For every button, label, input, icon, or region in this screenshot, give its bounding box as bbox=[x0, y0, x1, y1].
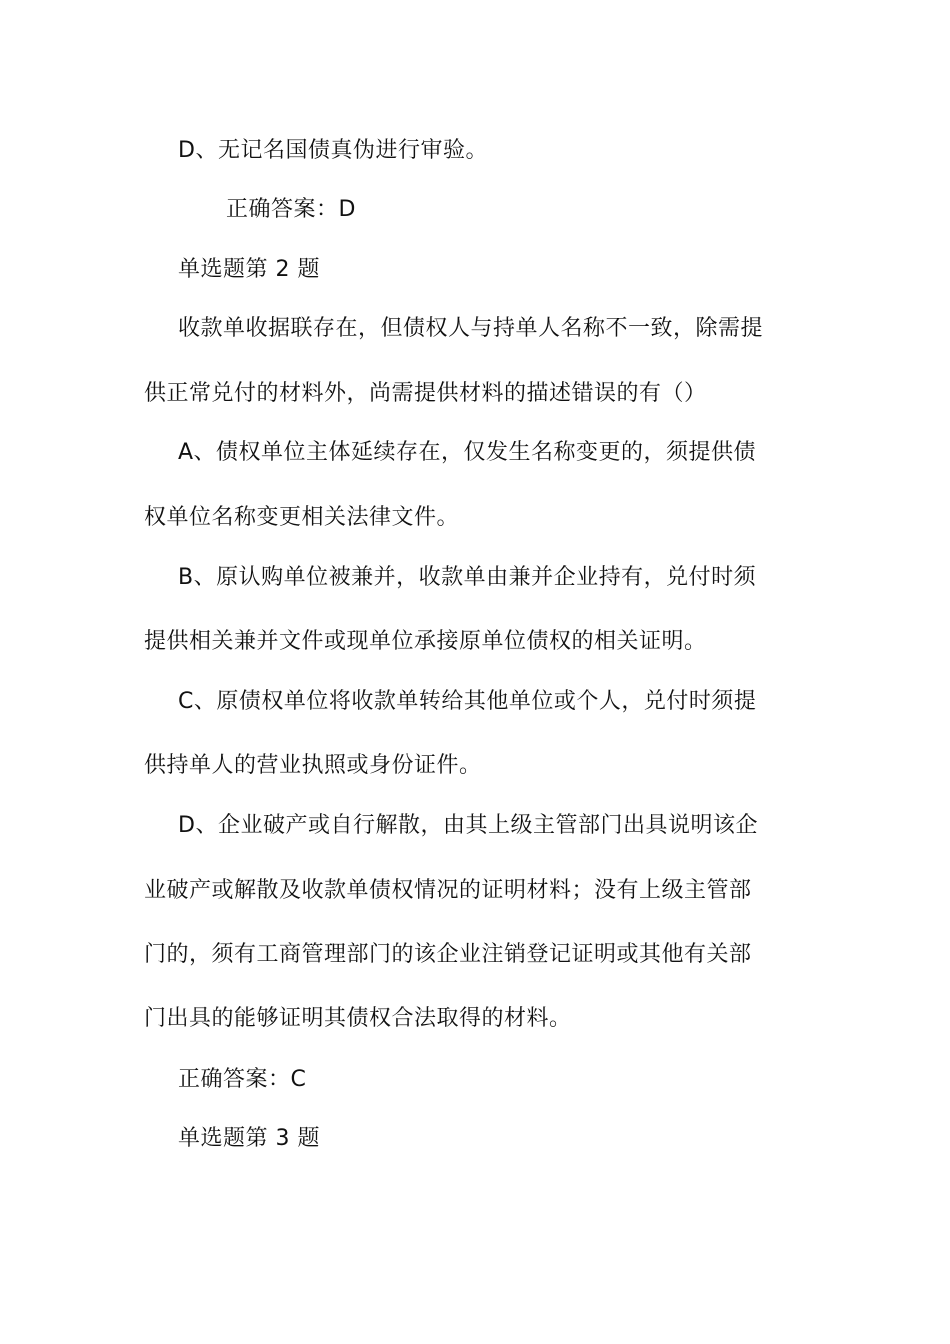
question-2-header: 单选题第 2 题 bbox=[178, 257, 320, 282]
prev-answer: 正确答案：D bbox=[226, 197, 356, 222]
option-d-line-2: 业破产或解散及收款单债权情况的证明材料；没有上级主管部 bbox=[144, 878, 752, 903]
option-d-line-1: D、企业破产或自行解散，由其上级主管部门出具说明该企 bbox=[178, 813, 758, 838]
option-a-line-2: 权单位名称变更相关法律文件。 bbox=[144, 505, 460, 530]
question-2-stem-line-2: 供正常兑付的材料外，尚需提供材料的描述错误的有（） bbox=[144, 381, 707, 406]
question-2-answer: 正确答案：C bbox=[178, 1067, 307, 1092]
option-d-line-4: 门出具的能够证明其债权合法取得的材料。 bbox=[144, 1006, 572, 1031]
question-3-header: 单选题第 3 题 bbox=[178, 1126, 320, 1151]
option-d-line-3: 门的，须有工商管理部门的该企业注销登记证明或其他有关部 bbox=[144, 942, 752, 967]
option-c-line-1: C、原债权单位将收款单转给其他单位或个人，兑付时须提 bbox=[178, 689, 757, 714]
option-c-line-2: 供持单人的营业执照或身份证件。 bbox=[144, 753, 482, 778]
prev-option-d: D、无记名国债真伪进行审验。 bbox=[178, 138, 488, 163]
option-a-line-1: A、债权单位主体延续存在，仅发生名称变更的，须提供债 bbox=[178, 440, 757, 465]
option-b-line-2: 提供相关兼并文件或现单位承接原单位债权的相关证明。 bbox=[144, 629, 707, 654]
question-2-stem-line-1: 收款单收据联存在，但债权人与持单人名称不一致，除需提 bbox=[178, 316, 764, 341]
option-b-line-1: B、原认购单位被兼并，收款单由兼并企业持有，兑付时须 bbox=[178, 565, 757, 590]
